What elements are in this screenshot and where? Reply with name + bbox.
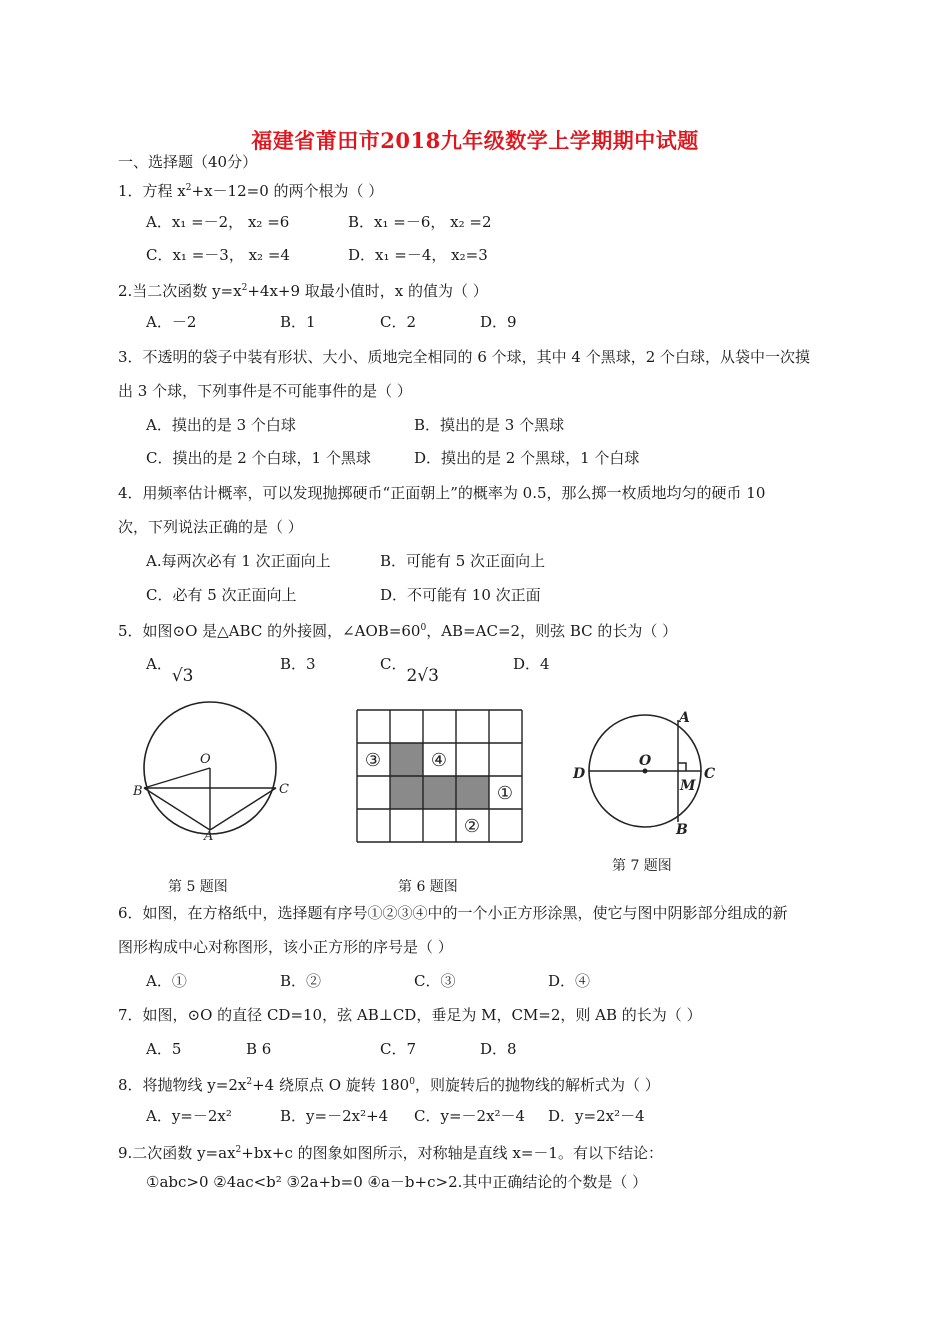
q5-option-b[interactable]: B．3 xyxy=(280,655,316,673)
fig7-label-b: B xyxy=(676,822,688,838)
fig6-cell-2: ② xyxy=(463,816,481,837)
fig7-caption: 第 7 题图 xyxy=(612,858,672,874)
fig6-caption: 第 6 题图 xyxy=(398,879,458,895)
q5-stem: 5．如图⊙O 是△ABC 的外接圆，$\angle AOB=60^0$，AB=AC=2，则弦 BC 的长为（ ） xyxy=(118,622,678,640)
shaded-cell xyxy=(456,776,489,809)
q2-stem: 2.当二次函数 $y=x^2+4x+9$ 取最小值时，x 的值为（ ） xyxy=(118,282,488,300)
figure-7-circle xyxy=(570,708,750,838)
q3-option-a[interactable]: A．摸出的是 3 个白球 xyxy=(146,416,296,434)
q2-option-c[interactable]: C．2 xyxy=(380,313,417,331)
q4-option-d[interactable]: D．不可能有 10 次正面 xyxy=(380,586,541,604)
q7-option-b[interactable]: B 6 xyxy=(246,1040,272,1058)
page-title: 福建省莆田市2018九年级数学上学期期中试题 xyxy=(251,128,699,153)
q2-option-b[interactable]: B．1 xyxy=(280,313,316,331)
fig7-label-m: M xyxy=(680,778,696,794)
q8-option-a[interactable]: A．y=－2x² xyxy=(146,1107,232,1125)
q6-option-d[interactable]: D．④ xyxy=(548,972,591,990)
q7-option-d[interactable]: D．8 xyxy=(480,1040,517,1058)
two-sqrt3-expression: 2√3 xyxy=(406,666,439,686)
fig7-label-c: C xyxy=(704,766,716,782)
fig5-label-b: B xyxy=(133,784,143,799)
q4-option-c[interactable]: C．必有 5 次正面向上 xyxy=(146,586,297,604)
q4-option-a[interactable]: A.每两次必有 1 次正面向上 xyxy=(146,552,331,570)
q4-option-b[interactable]: B．可能有 5 次正面向上 xyxy=(380,552,546,570)
q8-stem: 8．将抛物线 $y=2x^2+4$ 绕原点 O 旋转 $180^0$，则旋转后的抛物线的解析式为（ ） xyxy=(118,1076,660,1094)
q4-stem-line2: 次，下列说法正确的是（ ） xyxy=(118,518,303,536)
fig7-label-o: O xyxy=(639,753,652,769)
q6-option-a[interactable]: A．① xyxy=(146,972,187,990)
fig7-label-a: A xyxy=(679,710,690,726)
fig5-label-a: A xyxy=(204,829,214,840)
shaded-cell xyxy=(390,776,423,809)
q1-stem: 1．方程 $x^2+x-12=0$ 的两个根为（ ） xyxy=(118,182,384,200)
q9-statements: ①abc>0 ②4ac<b² ③2a+b=0 ④a－b+c>2.其中正确结论的个数是（ ） xyxy=(146,1173,648,1191)
fig5-label-o: O xyxy=(200,752,211,767)
q6-option-b[interactable]: B．② xyxy=(280,972,322,990)
q9-stem: 9.二次函数 $y=ax^2+bx+c$ 的图象如图所示，对称轴是直线 x=－1。有以下结论： xyxy=(118,1144,663,1162)
q3-option-b[interactable]: B．摸出的是 3 个黑球 xyxy=(414,416,565,434)
shaded-cell xyxy=(390,743,423,776)
q3-option-c[interactable]: C．摸出的是 2 个白球，1 个黑球 xyxy=(146,449,371,467)
q7-option-a[interactable]: A．5 xyxy=(146,1040,182,1058)
q5-option-a[interactable]: A．√3 xyxy=(146,655,194,686)
q8-option-b[interactable]: B．y=－2x²+4 xyxy=(280,1107,389,1125)
q1-option-b[interactable]: B．x₁ =－6， x₂ =2 xyxy=(348,213,492,231)
sqrt3-expression: √3 xyxy=(171,666,194,686)
q8-option-c[interactable]: C．y=－2x²－4 xyxy=(414,1107,526,1125)
q5-option-d[interactable]: D．4 xyxy=(513,655,550,673)
q7-stem: 7．如图，⊙O 的直径 CD=10，弦 AB⊥CD，垂足为 M，CM=2，则 AB 的长为（ ） xyxy=(118,1006,702,1024)
fig6-cell-3: ③ xyxy=(364,750,382,771)
q6-stem-line1: 6．如图，在方格纸中，选择题有序号①②③④中的一个小正方形涂黑，使它与图中阴影部分组成的新 xyxy=(118,904,788,922)
q3-option-d[interactable]: D．摸出的是 2 个黑球，1 个白球 xyxy=(414,449,640,467)
figure-5-circle xyxy=(130,700,290,840)
q8-option-d[interactable]: D．y=2x²－4 xyxy=(548,1107,645,1125)
q1-option-c[interactable]: C．x₁ =－3， x₂ =4 xyxy=(146,246,290,264)
q3-stem-line1: 3．不透明的袋子中装有形状、大小、质地完全相同的 6 个球，其中 4 个黑球，2 个白球，从袋中一次摸 xyxy=(118,348,811,366)
q6-stem-line2: 图形构成中心对称图形，该小正方形的序号是（ ） xyxy=(118,938,453,956)
fig5-label-c: C xyxy=(279,782,289,797)
q5-option-c[interactable]: C．2√3 xyxy=(380,655,439,686)
fig7-label-d: D xyxy=(573,766,586,782)
q1-option-d[interactable]: D．x₁ =－4， x₂=3 xyxy=(348,246,488,264)
q3-stem-line2: 出 3 个球，下列事件是不可能事件的是（ ） xyxy=(118,382,412,400)
shaded-cell xyxy=(423,776,456,809)
q4-stem-line1: 4．用频率估计概率，可以发现抛掷硬币“正面朝上”的概率为 0.5，那么掷一枚质地均匀的硬币 10 xyxy=(118,484,766,502)
q6-option-c[interactable]: C．③ xyxy=(414,972,456,990)
q7-option-c[interactable]: C．7 xyxy=(380,1040,417,1058)
figure-6-grid xyxy=(355,708,525,844)
q2-option-d[interactable]: D．9 xyxy=(480,313,517,331)
section-heading: 一、选择题（40分） xyxy=(118,153,258,171)
fig5-caption: 第 5 题图 xyxy=(168,879,228,895)
q1-option-a[interactable]: A．x₁ =－2， x₂ =6 xyxy=(146,213,290,231)
q2-option-a[interactable]: A．－2 xyxy=(146,313,197,331)
fig6-cell-4: ④ xyxy=(430,750,448,771)
fig6-cell-1: ① xyxy=(496,783,514,804)
